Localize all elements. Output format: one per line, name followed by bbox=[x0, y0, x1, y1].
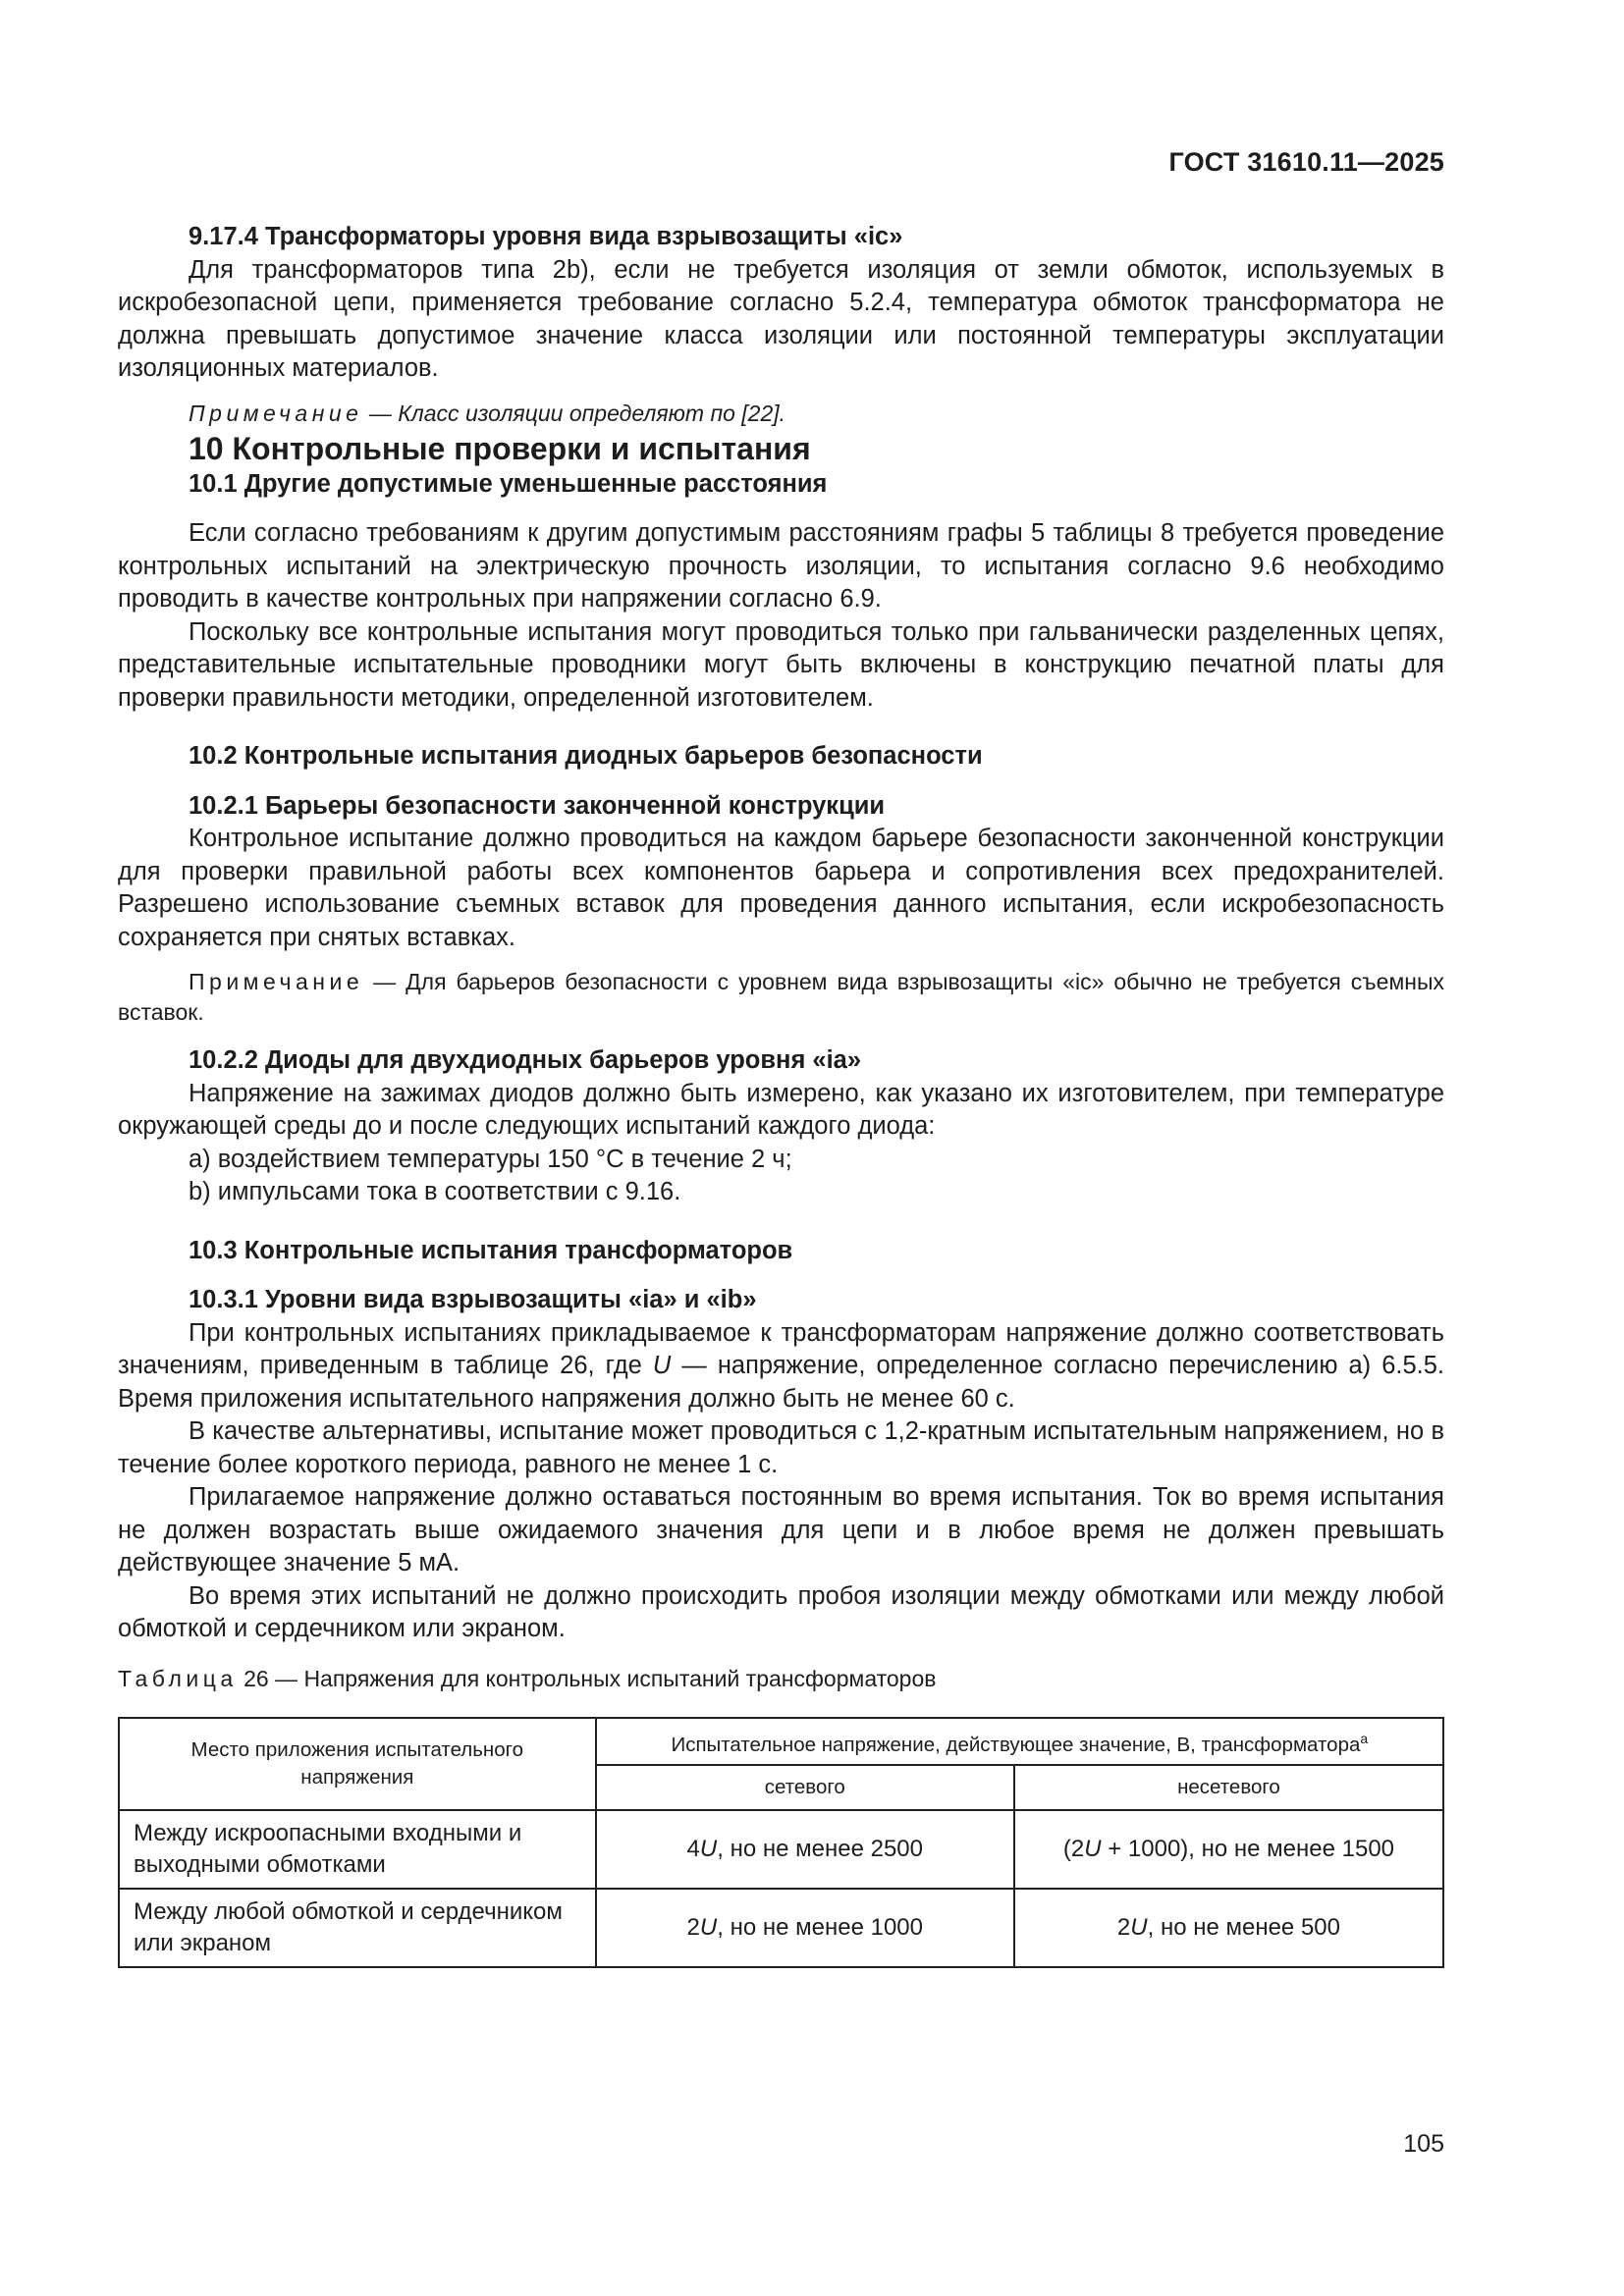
note-9-17-4 bbox=[118, 399, 1444, 429]
note-text: — Класс изоляции определяют по [22]. bbox=[362, 400, 786, 426]
note-text: — Для барьеров безопасности с уровнем вида взрывозащиты «ic» обычно не требуется съемных вставок. bbox=[118, 969, 1444, 1025]
heading-9-17-4: 9.17.4 Трансформаторы уровня вида взрывозащиты «ic» bbox=[189, 223, 903, 250]
note-label: Примечание bbox=[189, 400, 363, 426]
page-content bbox=[118, 221, 1444, 1968]
paragraph-10-1-b: Поскольку все контрольные испытания могут проводиться только при гальванически разделенных цепях, представительные испытательные проводники могут быть включены в конструкцию печатной платы для проверки правильности методики, определенной изготовителем. bbox=[118, 617, 1444, 712]
paragraph-10-3-1-b: В качестве альтернативы, испытание может проводиться с 1,2-кратным испытательным напряжением, но в течение более короткого периода, равного не менее 1 с. bbox=[118, 1417, 1444, 1478]
note-label: Примечание bbox=[189, 969, 364, 994]
heading-10-2: 10.2 Контрольные испытания диодных барьеров безопасности bbox=[189, 742, 983, 770]
heading-10-3: 10.3 Контрольные испытания трансформаторов bbox=[189, 1236, 793, 1264]
heading-10-2-2: 10.2.2 Диоды для двухдиодных барьеров уровня «ia» bbox=[189, 1046, 862, 1074]
note-10-2-1 bbox=[118, 967, 1444, 1028]
cell-place: Между любой обмоткой и сердечником или экраном bbox=[119, 1889, 596, 1967]
table-26 bbox=[118, 1717, 1444, 1968]
paragraph-10-3-1-d: Во время этих испытаний не должно происходить пробоя изоляции между обмотками или между любой обмоткой и сердечником или экраном. bbox=[118, 1581, 1444, 1642]
table-caption-label: Таблица bbox=[118, 1665, 238, 1691]
paragraph-10-3-1-a: При контрольных испытаниях прикладываемое к трансформаторам напряжение должно соответствовать значениям, приведенным в таблице 26, где U — напряжение, определенное согласно перечислению а) 6.5.5. Время приложения испытательного напряжения должно быть не менее 60 с. bbox=[118, 1318, 1444, 1413]
header-place: Место приложения испытательного напряжения bbox=[119, 1718, 596, 1810]
cell-nonmains: 2U, но не менее 500 bbox=[1014, 1889, 1443, 1967]
list-item: a) воздействием температуры 150 °С в течение 2 ч; bbox=[189, 1145, 792, 1173]
paragraph-10-2-1: Контрольное испытание должно проводиться на каждом барьере безопасности законченной конструкции для проверки правильной работы всех компонентов барьера и сопротивления всех предохранителей. Разрешено использование съемных вставок для проведения данного испытания, если искробезопасность сохраняется при снятых вставках. bbox=[118, 825, 1444, 951]
test-list bbox=[118, 1144, 1444, 1209]
table-caption-text: 26 — Напряжения для контрольных испытаний трансформаторов bbox=[237, 1665, 937, 1691]
cell-mains: 2U, но не менее 1000 bbox=[596, 1889, 1014, 1967]
standard-designation: ГОСТ 31610.11—2025 bbox=[1168, 147, 1444, 177]
table-row bbox=[119, 1810, 1443, 1889]
cell-place: Между искроопасными входными и выходными обмотками bbox=[119, 1810, 596, 1889]
paragraph-10-2-2: Напряжение на зажимах диодов должно быть измерено, как указано их изготовителем, при температуре окружающей среды до и после следующих испытаний каждого диода: bbox=[118, 1079, 1444, 1140]
heading-10-2-1: 10.2.1 Барьеры безопасности законченной конструкции bbox=[189, 791, 886, 820]
header-voltage: Испытательное напряжение, действующее значение, В, трансформатора$^a$ bbox=[596, 1718, 1443, 1765]
table-26-caption bbox=[118, 1663, 1444, 1696]
page-number: 105 bbox=[1403, 2130, 1444, 2158]
heading-10-3-1: 10.3.1 Уровни вида взрывозащиты «ia» и «ib» bbox=[189, 1286, 757, 1313]
table-row bbox=[119, 1889, 1443, 1967]
paragraph-9-17-4: Для трансформаторов типа 2b), если не требуется изоляция от земли обмоток, используемых в искробезопасной цепи, применяется требование согласно 5.2.4, температура обмоток трансформатора не должна превышать допустимое значение класса изоляции или постоянной температуры эксплуатации изоляционных материалов. bbox=[118, 255, 1444, 382]
heading-10-1: 10.1 Другие допустимые уменьшенные расстояния bbox=[189, 469, 828, 498]
section-10-heading: 10 Контрольные проверки и испытания bbox=[189, 430, 811, 466]
paragraph-10-1-a: Если согласно требованиям к другим допустимым расстояниям графы 5 таблицы 8 требуется проведение контрольных испытаний на электрическую прочность изоляции, то испытания согласно 9.6 необходимо проводить в качестве контрольных при напряжении согласно 6.9. bbox=[118, 519, 1444, 613]
header-mains: сетевого bbox=[596, 1765, 1014, 1810]
list-item: b) импульсами тока в соответствии с 9.16. bbox=[189, 1178, 681, 1205]
cell-nonmains: (2U + 1000), но не менее 1500 bbox=[1014, 1810, 1443, 1889]
table-header-row bbox=[119, 1718, 1443, 1765]
paragraph-10-3-1-c: Прилагаемое напряжение должно оставаться постоянным во время испытания. Ток во время испытания не должен возрастать выше ожидаемого значения для цепи и в любое время не должен превышать действующее значение 5 мА. bbox=[118, 1483, 1444, 1576]
header-nonmains: несетевого bbox=[1014, 1765, 1443, 1810]
cell-mains: 4U, но не менее 2500 bbox=[596, 1810, 1014, 1889]
